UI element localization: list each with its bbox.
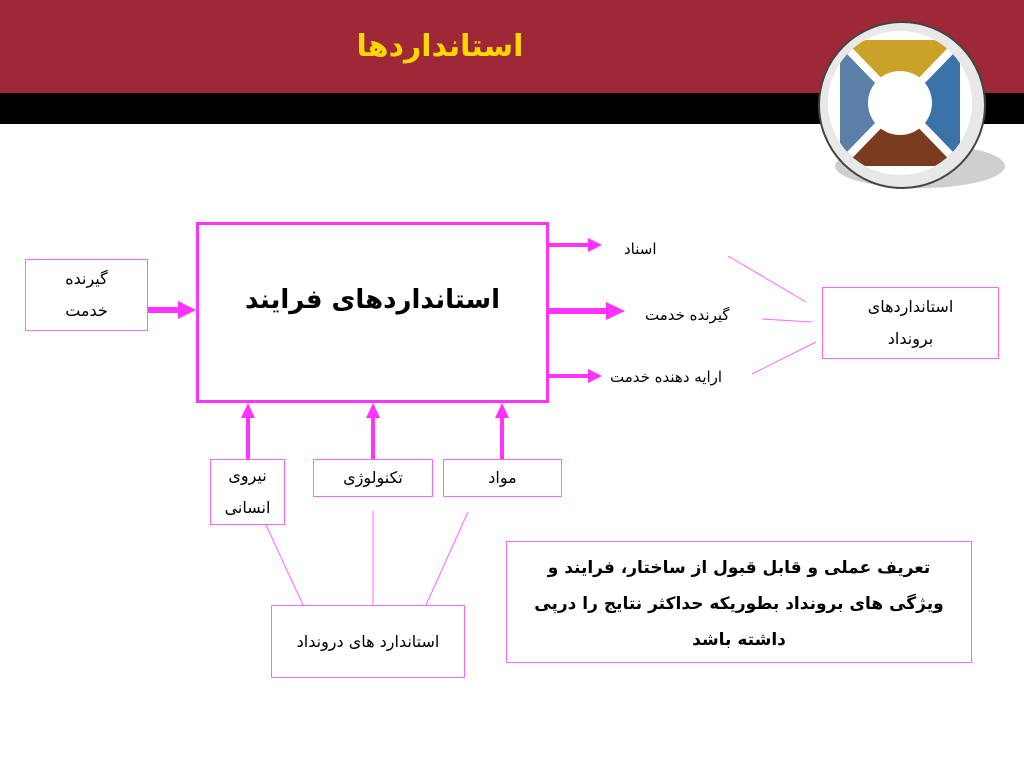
process-standards-label: استانداردهای فرایند bbox=[244, 284, 501, 315]
process-standards-box bbox=[196, 222, 549, 403]
definition-box bbox=[506, 541, 972, 663]
input-standards-box bbox=[271, 605, 465, 678]
output-standards-box bbox=[822, 287, 999, 359]
input-technology-label: تکنولوژی bbox=[343, 468, 403, 487]
circular-collage-logo-icon bbox=[819, 22, 1005, 188]
input-technology-box bbox=[313, 459, 433, 497]
input-human-resources-box bbox=[210, 459, 285, 525]
output-standards-label: استانداردهای برونداد bbox=[867, 297, 954, 348]
customer-input-box bbox=[25, 259, 148, 331]
slide-title: استانداردها bbox=[356, 29, 524, 64]
customer-input-label: گیرنده خدمت bbox=[65, 269, 108, 320]
input-standards-label: استاندارد های درونداد bbox=[296, 631, 440, 651]
output-documents-label: اسناد bbox=[624, 240, 657, 258]
output-service-receiver-label: گیرنده خدمت bbox=[645, 306, 730, 324]
definition-text: تعریف عملی و قابل قبول از ساختار، فرایند و ویژگی های برونداد بطوریکه حداکثر نتایج را درپی داشته باشد bbox=[534, 558, 944, 650]
input-materials-box bbox=[443, 459, 562, 497]
input-human-resources-label: نیروی انسانی bbox=[224, 466, 271, 517]
input-materials-label: مواد bbox=[488, 468, 517, 487]
output-service-provider-label: ارایه دهنده خدمت bbox=[610, 368, 723, 386]
